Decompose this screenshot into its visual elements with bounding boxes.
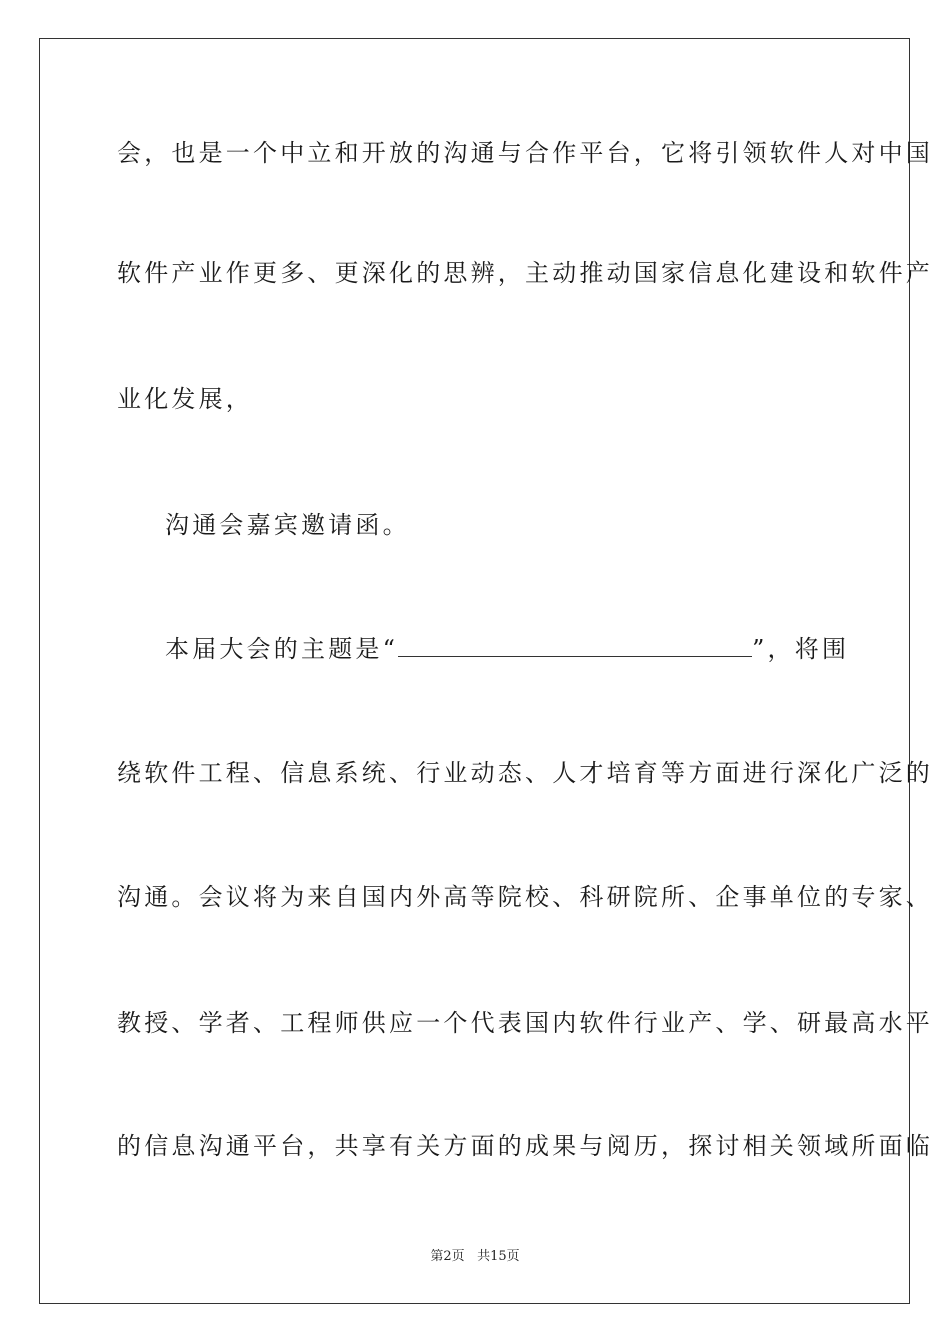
paragraph-line-theme <box>165 634 850 664</box>
paragraph-line-5: 绕软件工程、信息系统、行业动态、人才培育等方面进行深化广泛的 <box>117 759 933 787</box>
theme-blank <box>398 638 752 657</box>
paragraph-line-6: 沟通。会议将为来自国内外高等院校、科研院所、企事单位的专家、 <box>117 883 933 911</box>
page-total: 共15页 <box>477 1249 520 1264</box>
paragraph-line-1: 会，也是一个中立和开放的沟通与合作平台，它将引领软件人对中国 <box>117 139 933 167</box>
theme-prefix: 本届大会的主题是“ <box>165 635 399 663</box>
theme-suffix: ”，将围 <box>752 635 850 663</box>
page-number: 第2页 <box>430 1249 465 1264</box>
paragraph-line-7: 教授、学者、工程师供应一个代表国内软件行业产、学、研最高水平 <box>117 1009 933 1037</box>
paragraph-line-invitation: 沟通会嘉宾邀请函。 <box>165 511 410 539</box>
paragraph-line-2: 软件产业作更多、更深化的思辨，主动推动国家信息化建设和软件产 <box>117 259 933 287</box>
page-footer <box>0 1248 950 1266</box>
paragraph-line-3: 业化发展， <box>117 385 253 413</box>
page-frame <box>39 38 933 1304</box>
paragraph-line-8: 的信息沟通平台，共享有关方面的成果与阅历，探讨相关领域所面临 <box>117 1132 933 1160</box>
